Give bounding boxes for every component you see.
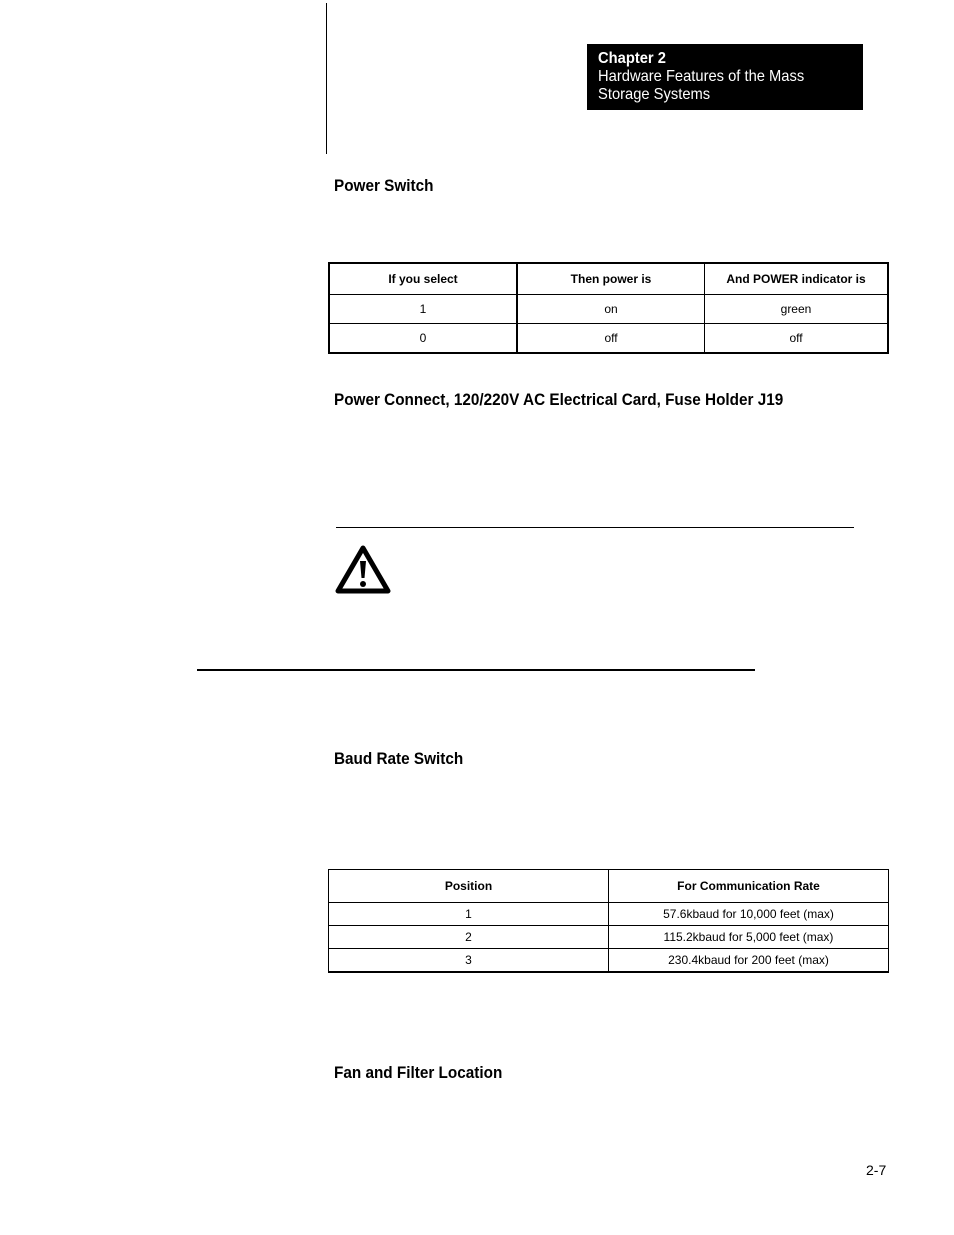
table-cell: off: [705, 324, 889, 354]
heading-power-switch: Power Switch: [334, 176, 434, 195]
table-cell: 1: [329, 903, 609, 926]
margin-rule: [326, 3, 327, 154]
chapter-title: Hardware Features of the Mass Storage Systems: [598, 68, 805, 103]
table-cell: 115.2kbaud for 5,000 feet (max): [609, 926, 889, 949]
table-row: [329, 295, 888, 324]
page-number: 2-7: [866, 1162, 887, 1178]
table-header-cell: And POWER indicator is: [705, 263, 889, 295]
power-switch-table: [328, 262, 889, 354]
table-cell: 1: [329, 295, 517, 324]
heading-power-connect: Power Connect, 120/220V AC Electrical Card, Fuse Holder J19: [334, 390, 784, 409]
table-header-cell: For Communication Rate: [609, 870, 889, 903]
table-header-cell: Position: [329, 870, 609, 903]
section-divider: [197, 669, 755, 671]
heading-fan-filter: Fan and Filter Location: [334, 1063, 503, 1082]
warning-triangle-icon: [335, 545, 391, 595]
table-cell: off: [517, 324, 705, 354]
table-cell: on: [517, 295, 705, 324]
table-header-row: [329, 870, 889, 903]
baud-rate-table: [328, 869, 889, 973]
table-row: [329, 949, 889, 973]
table-cell: 0: [329, 324, 517, 354]
chapter-header: [587, 44, 863, 110]
table-cell: 3: [329, 949, 609, 973]
heading-baud-rate: Baud Rate Switch: [334, 749, 464, 768]
table-row: [329, 926, 889, 949]
table-row: [329, 324, 888, 354]
table-cell: 230.4kbaud for 200 feet (max): [609, 949, 889, 973]
chapter-number: Chapter 2: [598, 50, 666, 67]
table-row: [329, 903, 889, 926]
table-header-cell: If you select: [329, 263, 517, 295]
table-cell: 2: [329, 926, 609, 949]
table-cell: green: [705, 295, 889, 324]
table-cell: 57.6kbaud for 10,000 feet (max): [609, 903, 889, 926]
table-header-cell: Then power is: [517, 263, 705, 295]
table-header-row: [329, 263, 888, 295]
warning-top-rule: [336, 527, 854, 528]
